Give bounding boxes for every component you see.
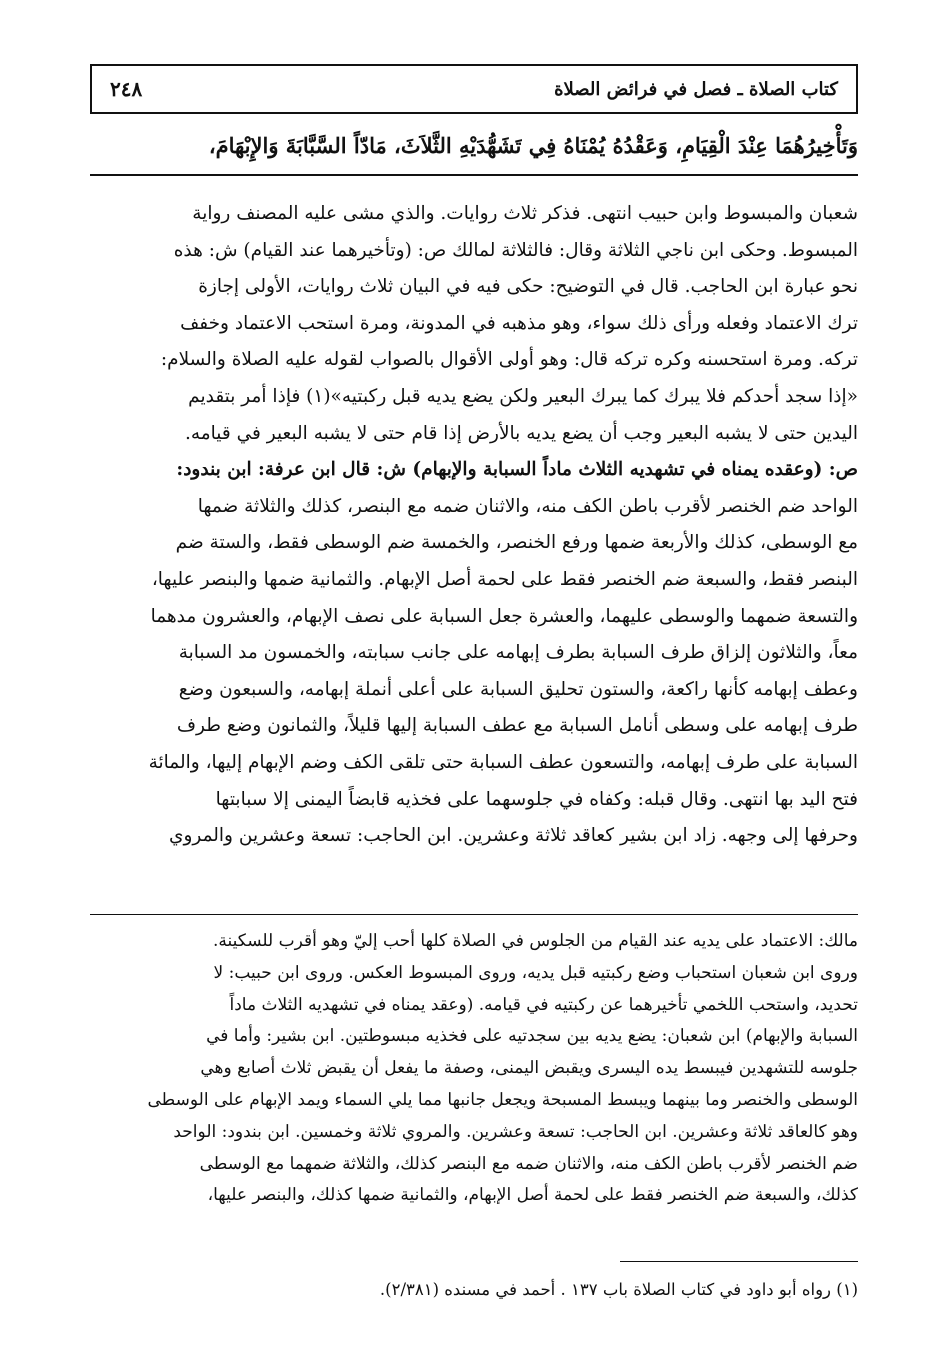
text-line: شعبان والمبسوط وابن حبيب انتهى. فذكر ثلاث روايات. والذي مشى عليه المصنف رواية <box>192 203 858 224</box>
footnote-divider <box>620 1261 858 1262</box>
text-line: «إذا سجد أحدكم فلا يبرك كما يبرك البعير ولكن يضع يديه قبل ركبتيه»(١) فإذا أمر بتقديم <box>188 385 858 407</box>
note-line: كذلك، والسبعة ضم الخنصر فقط على لحمة أصل الإبهام، والثمانية ضمها كذلك، والبنصر عليها، <box>207 1185 858 1206</box>
text-line: نحو عبارة ابن الحاجب. قال في التوضيح: حكى فيه في البيان ثلاث روايات، الأولى إجازة <box>198 276 858 298</box>
page-number: ٢٤٨ <box>110 77 143 101</box>
text-line: مع الوسطى، كذلك والأربعة ضمها ورفع الخنصر، والخمسة ضم الوسطى فقط، والستة ضم <box>175 532 858 554</box>
notes-divider <box>90 914 858 915</box>
matn-text: وَتَأْخِيرُهُمَا عِنْدَ الْقِيَامِ، وَعَقْدُهُ يُمْنَاهُ فِي تَشَهُّدَيْهِ الثَّلاَثَ، مَادّاً السَّبَّابَةَ وَالإِبْهَامَ، <box>208 133 858 158</box>
note-line: الوسطى والخنصر وما بينهما ويبسط المسبحة ويجعل جانبها مما يلي السماء ويمد الإبهام على الوسطى <box>147 1089 858 1110</box>
commentary-text <box>90 196 858 855</box>
note-line: مالك: الاعتماد على يديه عند القيام من الجلوس في الصلاة كلها أحب إليّ وهو أقرب للسكينة. <box>213 931 858 951</box>
text-line: ترك الاعتماد وفعله ورأى ذلك سواء، وهو مذهبه في المدونة، ومرة استحب الاعتماد وخفف <box>180 312 858 334</box>
text-line: تركه. ومرة استحسنه وكره تركه قال: وهو أولى الأقوال بالصواب لقوله عليه الصلاة والسلام: <box>160 349 858 371</box>
footnote: (١) رواه أبو داود في كتاب الصلاة باب ١٣٧ . أحمد في مسنده (٢/٣٨١). <box>379 1280 858 1299</box>
text-line: طرف إبهامه على وسطى أنامل السبابة مع عطف السبابة إليها قليلاً، والثمانون وضع طرف <box>176 715 858 737</box>
note-line: وروى ابن شعبان استحباب وضع ركبتيه قبل يديه، وروى المبسوط العكس. وروى ابن حبيب: لا <box>213 962 858 983</box>
text-line: ص: (وعقده يمناه في تشهديه الثلاث ماداً السبابة والإبهام) ش: قال ابن عرفة: ابن بندود: <box>176 459 858 481</box>
note-line: جلوسه للتشهدين فيبسط يده اليسرى ويقبض اليمنى، وصفة ما يفعل أن يقبض ثلاث أصابع وهي <box>200 1058 858 1079</box>
text-line: وحرفها إلى وجهه. زاد ابن بشير كعاقد ثلاثة وعشرين. ابن الحاجب: تسعة وعشرين والمروي <box>168 825 858 847</box>
text-line: معاً، والثلاثون إلزاق طرف السبابة بطرف إبهامه على جانب سبابته، والخمسون مد السبابة <box>178 642 858 664</box>
note-line: وهو كالعاقد ثلاثة وعشرين. ابن الحاجب: تسعة وعشرين. والمروي ثلاثة وخمسين. ابن بندود: الواحد <box>173 1121 858 1142</box>
book-page <box>90 56 870 1336</box>
text-line: اليدين حتى لا يشبه البعير وجب أن يضع يديه بالأرض إذا قام حتى لا يشبه البعير في قيامه. <box>184 422 858 444</box>
text-line: وعطف إبهامه كأنها راكعة، والستون تحليق السبابة على أعلى أنملة إبهامه، والسبعون وضع <box>178 678 858 700</box>
note-line: تحديد، واستحب اللخمي تأخيرهما عن ركبتيه في قيامه. (وعقد يمناه في تشهديه الثلاث ماداً <box>229 994 858 1015</box>
marginal-notes <box>90 926 858 1212</box>
note-line: السبابة والإبهام) ابن شعبان: يضع يديه بين سجدتيه على فخذيه مبسوطتين. ابن بشير: وأما في <box>206 1026 858 1047</box>
matn-divider <box>90 174 858 176</box>
text-line: المبسوط. وحكى ابن ناجي الثلاثة وقال: فالثلاثة لمالك ص: (وتأخيرهما عند القيام) ش: هذه <box>173 239 858 261</box>
text-line: الواحد ضم الخنصر لأقرب باطن الكف منه، والاثنان ضمه مع البنصر، كذلك والثلاثة ضمها <box>197 495 858 517</box>
text-line: والتسعة ضمهما والوسطى عليهما، والعشرة جعل السبابة على نصف الإبهام، والعشرون مدهما <box>150 605 858 627</box>
text-line: السبابة على طرف إبهامه، والتسعون عطف السبابة حتى تلقى الكف وضم الإبهام إليها، والمائة <box>148 751 858 773</box>
text-line: فتح اليد بها انتهى. وقال قبله: وكفاه في جلوسهما على فخذيه قابضاً اليمنى إلا سبابتها <box>215 788 858 810</box>
chapter-title: كتاب الصلاة ـ فصل في فرائض الصلاة <box>554 78 838 100</box>
running-header <box>90 64 858 114</box>
note-line: ضم الخنصر لأقرب باطن الكف منه، والاثنان ضمه مع البنصر كذلك، والثلاثة ضمهما مع الوسطى <box>199 1153 858 1174</box>
text-line: البنصر فقط، والسبعة ضم الخنصر فقط على لحمة أصل الإبهام. والثمانية ضمها والبنصر عليها، <box>151 568 858 590</box>
